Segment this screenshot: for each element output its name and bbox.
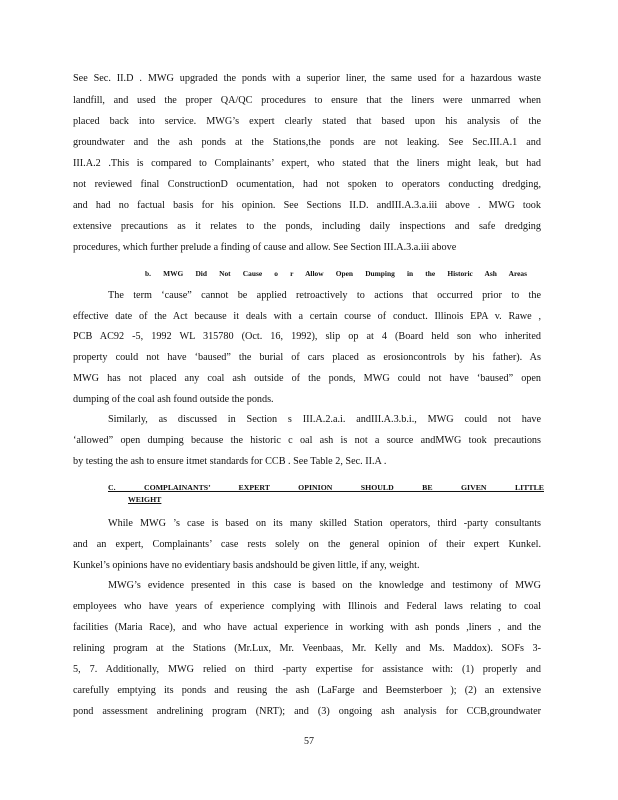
body-text-line: landfill, and used the proper QA/QC procedures to ensure that the liners were unmarred when bbox=[73, 95, 541, 106]
body-text-line: employees who have years of experience complying with Illinois and Federal laws relating to coal bbox=[73, 601, 541, 612]
body-text-line: 5, 7. Additionally, MWG relied on third -party expertise for assistance with: (1) properly and bbox=[73, 664, 541, 675]
body-text-line: effective date of the Act because it deals with a certain course of conduct. Illinois EPA v. Rawe , bbox=[73, 311, 541, 322]
body-text-line: not reviewed final ConstructionD ocumentation, had not spoken to operators conducting dredging, bbox=[73, 179, 541, 190]
page-number: 57 bbox=[304, 736, 314, 747]
body-text-line: extensive precautions as it relates to the ponds, including daily inspections and safe dredging bbox=[73, 221, 541, 232]
body-text-line: Similarly, as discussed in Section s III.A.2.a.i. andIII.A.3.b.i., MWG could not have bbox=[108, 414, 541, 425]
body-text-line: MWG’s evidence presented in this case is based on the knowledge and testimony of MWG bbox=[108, 580, 541, 591]
body-text-line: III.A.2 .This is compared to Complainants’ expert, who stated that the liners might leak, but had bbox=[73, 158, 541, 169]
body-text-line: by testing the ash to ensure itmet standards for CCB . See Table 2, Sec. II.A . bbox=[73, 456, 387, 467]
body-text-line: groundwater and the ash ponds at the Stations,the ponds are not leaking. See Sec.III.A.1 and bbox=[73, 137, 541, 148]
body-text-line: carefully emptying its ponds and reusing the ash (LaFarge and Beemsterboer ); (2) an extensive bbox=[73, 685, 541, 696]
body-text-line: Kunkel’s opinions have no evidentiary basis andshould be given little, if any, weight. bbox=[73, 560, 420, 571]
section-subheading-b: b. MWG Did Not Cause o r Allow Open Dumping in the Historic Ash Areas bbox=[145, 269, 527, 278]
body-text-line: MWG has not placed any coal ash outside of the ponds, MWG could not have ‘baused” open bbox=[73, 373, 541, 384]
body-text-line: PCB AC92 -5, 1992 WL 315780 (Oct. 16, 1992), slip op at 4 (Board held son who inherited bbox=[73, 331, 541, 342]
section-heading-c-continued: WEIGHT bbox=[128, 495, 162, 504]
body-text-line: and an expert, Complainants’ case rests solely on the general opinion of their expert Kunkel. bbox=[73, 539, 541, 550]
body-text-line: and had no factual basis for his opinion. See Sections II.D. andIII.A.3.a.iii above . MWG took bbox=[73, 200, 541, 211]
body-text-line: pond assessment andrelining program (NRT); and (3) ongoing ash analysis for CCB,groundwater bbox=[73, 706, 541, 717]
body-text-line: The term ‘cause” cannot be applied retroactively to actions that occurred prior to the bbox=[108, 290, 541, 301]
body-text-line: placed back into service. MWG’s expert clearly stated that based upon his analysis of the bbox=[73, 116, 541, 127]
body-text-line: While MWG ’s case is based on its many skilled Station operators, third -party consultants bbox=[108, 518, 541, 529]
body-text-line: See Sec. II.D . MWG upgraded the ponds with a superior liner, the same used for a hazardous waste bbox=[73, 73, 541, 84]
section-heading-c: C. COMPLAINANTS’ EXPERT OPINION SHOULD BE GIVEN LITTLE bbox=[108, 483, 544, 492]
body-text-line: relining program at the Stations (Mr.Lux, Mr. Veenbaas, Mr. Kelly and Ms. Maddox). SOFs 3- bbox=[73, 643, 541, 654]
body-text-line: procedures, which further prelude a finding of cause and allow. See Section III.A.3.a.iii above bbox=[73, 242, 457, 253]
body-text-line: property could not have ‘baused” the burial of cars placed as erosioncontrols by his father). As bbox=[73, 352, 541, 363]
body-text-line: ‘allowed” open dumping because the historic c oal ash is not a source andMWG took precautions bbox=[73, 435, 541, 446]
body-text-line: dumping of the coal ash found outside the ponds. bbox=[73, 394, 274, 405]
body-text-line: facilities (Maria Race), and who have actual experience in working with ash ponds ,liners , and the bbox=[73, 622, 541, 633]
